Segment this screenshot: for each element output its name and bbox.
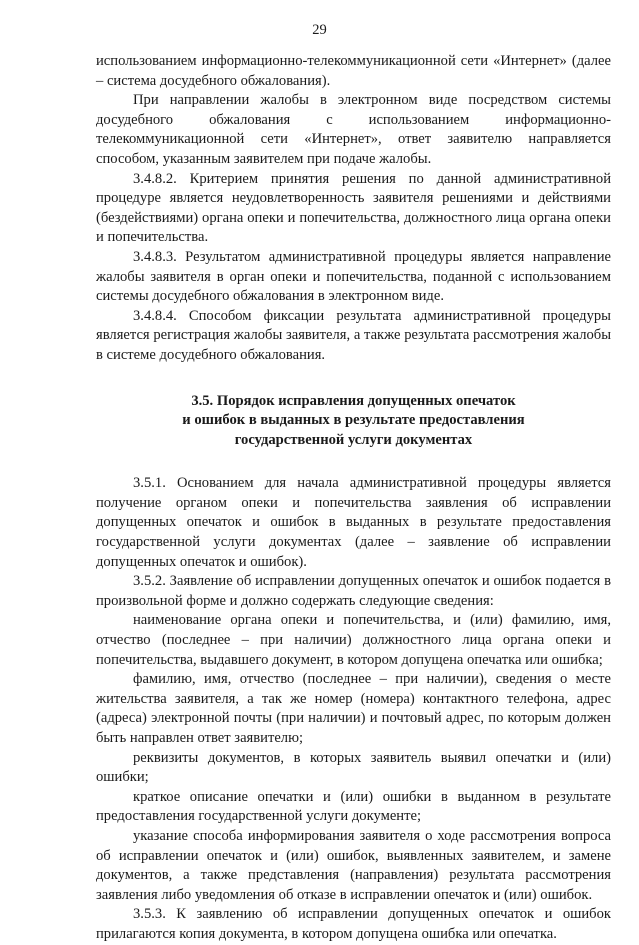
page-number: 29: [312, 22, 327, 38]
heading-line: государственной услуги документах: [234, 431, 473, 448]
paragraph: 3.5.2. Заявление об исправлении допущенных опечаток и ошибок подается в произвольной форме и должно содержать следующие сведения:: [96, 573, 611, 609]
paragraph: использованием информационно-телекоммуникационной сети «Интернет» (далее – система досудебного обжалования).: [96, 53, 611, 89]
section-heading-3-5: [96, 392, 611, 451]
paragraph: указание способа информирования заявителя о ходе рассмотрения вопроса об исправлении опечаток и (или) ошибок, выявленных заявителем, и замене документов, а также представления (направления) результата рассмотрения заявления либо уведомления об отказе в исправлении опечаток и (или) ошибок.: [96, 827, 611, 903]
heading-line: 3.5. Порядок исправления допущенных опечаток: [191, 392, 516, 409]
paragraph: 3.5.1. Основанием для начала административной процедуры является получение органом опеки и попечительства заявления об исправлении допущенных опечаток и ошибок в выданных в результате предоставления государственной услуги документах (далее – заявление об исправлении допущенных опечаток и ошибок).: [96, 475, 611, 570]
paragraph: При направлении жалобы в электронном виде посредством системы досудебного обжалования с использованием информационно-телекоммуникационной сети «Интернет», ответ заявителю направляется способом, указанным заявителем при подаче жалобы.: [96, 92, 611, 167]
heading-line: и ошибок в выданных в результате предоставления: [182, 412, 525, 429]
paragraph: краткое описание опечатки и (или) ошибки в выданном в результате предоставления государственной услуги документе;: [96, 788, 611, 825]
paragraph: наименование органа опеки и попечительства, и (или) фамилию, имя, отчество (последнее – при наличии) должностного лица органа опеки и попечительства, выдавшего документ, в котором допущена опечатка или ошибка;: [96, 612, 611, 668]
paragraph: 3.4.8.4. Способом фиксации результата административной процедуры является регистрация жалобы заявителя, а также результата рассмотрения жалобы в системе досудебного обжалования.: [96, 307, 611, 363]
section-3-5-text: [96, 474, 611, 944]
section-3-4-text: [96, 52, 611, 366]
document-body: [96, 52, 611, 945]
paragraph: 3.4.8.3. Результатом административной процедуры является направление жалобы заявителя в орган опеки и попечительства, поданной с использованием системы досудебного обжалования в электронном виде.: [96, 248, 611, 305]
paragraph: 3.4.8.2. Критерием принятия решения по данной административной процедуре является неудовлетворенность заявителя решениями и действиями (бездействиями) органа опеки и попечительства, должностного лица органа опеки и попечительства.: [96, 170, 611, 246]
paragraph: 3.5.3. К заявлению об исправлении допущенных опечаток и ошибок прилагаются копия документа, в котором допущена ошибка или опечатка.: [96, 906, 611, 942]
paragraph: реквизиты документов, в которых заявитель выявил опечатки и (или) ошибки;: [96, 749, 611, 786]
paragraph: фамилию, имя, отчество (последнее – при наличии), сведения о месте жительства заявителя, а так же номер (номера) контактного телефона, адрес (адреса) электронной почты (при наличии) и почтовый адрес, по которым должен быть направлен ответ заявителю;: [96, 671, 611, 746]
